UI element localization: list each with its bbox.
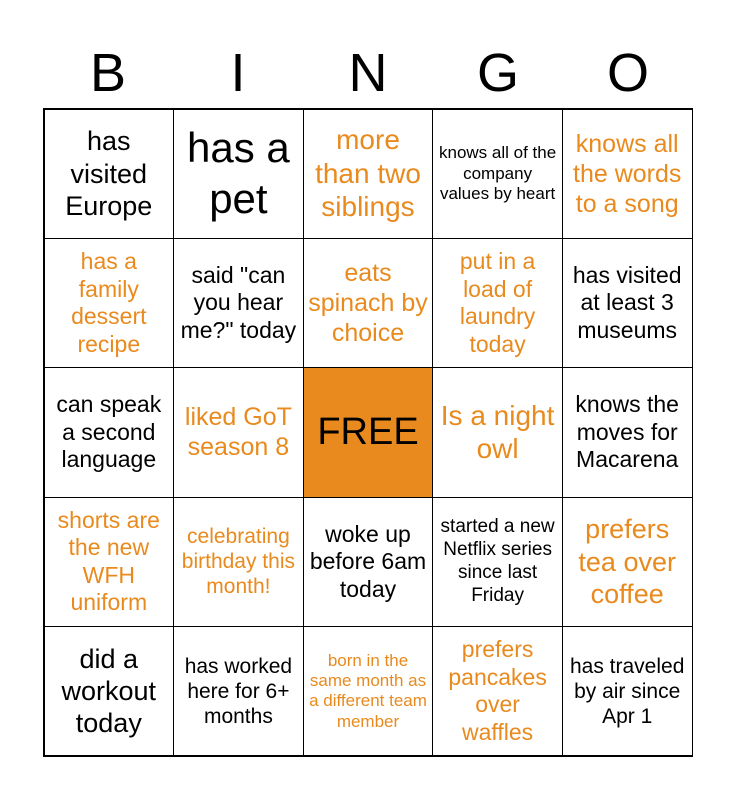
bingo-cell[interactable] — [303, 109, 434, 239]
cell-text: celebrating birthday this month! — [181, 525, 295, 599]
cell-text: born in the same month as a different team member — [309, 650, 427, 731]
cell-text: said "can you hear me?" today — [180, 261, 297, 343]
bingo-cell[interactable] — [562, 238, 693, 368]
cell-text: knows the moves for Macarena — [575, 391, 679, 473]
bingo-cell[interactable] — [562, 367, 693, 497]
cell-text: shorts are the new WFH uniform — [57, 506, 160, 616]
cell-text: has a family dessert recipe — [71, 247, 147, 357]
cell-text: did a workout today — [61, 643, 157, 739]
bingo-cell[interactable] — [173, 109, 304, 239]
cell-text: Is a night owl — [440, 399, 555, 465]
header-letter-i: I — [230, 43, 246, 103]
bingo-cell[interactable] — [562, 109, 693, 239]
cell-text: knows all of the company values by heart — [439, 143, 557, 203]
cell-text: woke up before 6am today — [309, 520, 427, 602]
cell-text: knows all the words to a song — [573, 129, 682, 218]
header-letter-o: O — [606, 43, 649, 103]
bingo-cell[interactable] — [432, 367, 563, 497]
cell-text: liked GoT season 8 — [184, 403, 292, 462]
free-space-cell[interactable] — [303, 367, 434, 497]
header-letter-n: N — [348, 43, 388, 103]
header-letter-b: B — [89, 43, 127, 103]
bingo-cell[interactable] — [432, 626, 563, 756]
cell-text: prefers tea over coffee — [578, 514, 676, 610]
header-letter-g: G — [476, 43, 519, 103]
cell-text: has a pet — [187, 124, 290, 222]
bingo-cell[interactable] — [44, 497, 175, 627]
cell-text: more than two siblings — [315, 124, 421, 223]
bingo-cell[interactable] — [562, 626, 693, 756]
cell-text: started a new Netflix series since last Friday — [440, 516, 555, 606]
cell-text: put in a load of laundry today — [459, 247, 536, 357]
bingo-cell[interactable] — [44, 626, 175, 756]
bingo-cell[interactable] — [432, 109, 563, 239]
bingo-cell[interactable] — [173, 626, 304, 756]
bingo-cell[interactable] — [173, 497, 304, 627]
bingo-cell[interactable] — [44, 238, 175, 368]
bingo-board — [43, 108, 693, 757]
cell-text: eats spinach by choice — [308, 259, 428, 348]
bingo-header — [43, 38, 693, 108]
cell-text: has traveled by air since Apr 1 — [569, 654, 685, 728]
bingo-cell[interactable] — [432, 497, 563, 627]
bingo-cell[interactable] — [562, 497, 693, 627]
bingo-cell[interactable] — [303, 626, 434, 756]
bingo-cell[interactable] — [44, 109, 175, 239]
bingo-cell[interactable] — [173, 367, 304, 497]
bingo-cell[interactable] — [303, 238, 434, 368]
bingo-cell[interactable] — [303, 497, 434, 627]
cell-text: prefers pancakes over waffles — [448, 636, 547, 745]
bingo-cell[interactable] — [432, 238, 563, 368]
cell-text: can speak a second language — [56, 391, 162, 473]
bingo-cell[interactable] — [173, 238, 304, 368]
cell-text: has worked here for 6+ months — [184, 654, 293, 728]
cell-text: has visited Europe — [65, 126, 153, 221]
cell-text: has visited at least 3 museums — [572, 261, 682, 343]
free-space-text: FREE — [317, 410, 419, 453]
bingo-cell[interactable] — [44, 367, 175, 497]
